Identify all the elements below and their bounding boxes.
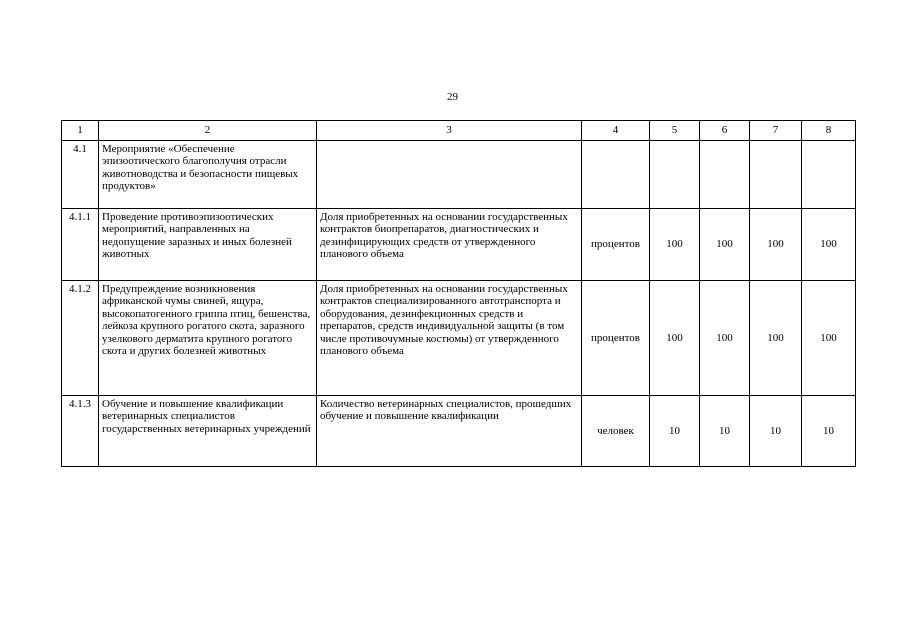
indicator-cell: Количество ветеринарных специалистов, прошедших обучение и повышение квалификации <box>317 396 582 467</box>
table-row <box>62 141 856 209</box>
row-number: 4.1 <box>62 141 99 209</box>
value-cell: 100 <box>802 281 856 396</box>
value-cell: 10 <box>700 396 750 467</box>
unit-cell: человек <box>582 396 650 467</box>
table-row <box>62 281 856 396</box>
activity-cell: Проведение противоэпизоотических мероприятий, направленных на недопущение заразных и иных болезней животных <box>99 209 317 281</box>
column-header: 1 <box>62 121 99 141</box>
activity-cell: Предупреждение возникновения африканской чумы свиней, ящура, высокопатогенного гриппа птиц, бешенства, лейкоза крупного рогатого скота, заразного узелкового дерматита крупного рогатого скота и других болезней животных <box>99 281 317 396</box>
value-cell <box>650 141 700 209</box>
row-number: 4.1.3 <box>62 396 99 467</box>
activity-cell: Мероприятие «Обеспечение эпизоотического благополучия отрасли животноводства и безопасности пищевых продуктов» <box>99 141 317 209</box>
indicator-cell: Доля приобретенных на основании государственных контрактов биопрепаратов, диагностических и дезинфицирующих средств от утвержденного планового объема <box>317 209 582 281</box>
table-row <box>62 396 856 467</box>
value-cell: 100 <box>700 281 750 396</box>
column-header: 2 <box>99 121 317 141</box>
value-cell: 100 <box>750 209 802 281</box>
row-number: 4.1.1 <box>62 209 99 281</box>
value-cell: 100 <box>802 209 856 281</box>
activity-cell: Обучение и повышение квалификации ветеринарных специалистов государственных ветеринарных учреждений <box>99 396 317 467</box>
table-header-row <box>62 121 856 141</box>
indicator-cell: Доля приобретенных на основании государственных контрактов специализированного автотранспорта и оборудования, дезинфекционных средств и препаратов, средств индивидуальной защиты (в том числе противочумные костюмы) от утвержденного планового объема <box>317 281 582 396</box>
value-cell <box>802 141 856 209</box>
value-cell <box>700 141 750 209</box>
value-cell: 10 <box>750 396 802 467</box>
value-cell <box>750 141 802 209</box>
value-cell: 10 <box>802 396 856 467</box>
column-header: 3 <box>317 121 582 141</box>
column-header: 5 <box>650 121 700 141</box>
column-header: 4 <box>582 121 650 141</box>
value-cell: 100 <box>750 281 802 396</box>
page-number: 29 <box>447 91 458 103</box>
value-cell: 100 <box>650 209 700 281</box>
value-cell: 10 <box>650 396 700 467</box>
unit-cell <box>582 141 650 209</box>
unit-cell: процентов <box>582 281 650 396</box>
value-cell: 100 <box>650 281 700 396</box>
table-row <box>62 209 856 281</box>
column-header: 8 <box>802 121 856 141</box>
unit-cell: процентов <box>582 209 650 281</box>
value-cell: 100 <box>700 209 750 281</box>
indicator-cell <box>317 141 582 209</box>
column-header: 6 <box>700 121 750 141</box>
row-number: 4.1.2 <box>62 281 99 396</box>
indicators-table <box>61 120 856 467</box>
column-header: 7 <box>750 121 802 141</box>
